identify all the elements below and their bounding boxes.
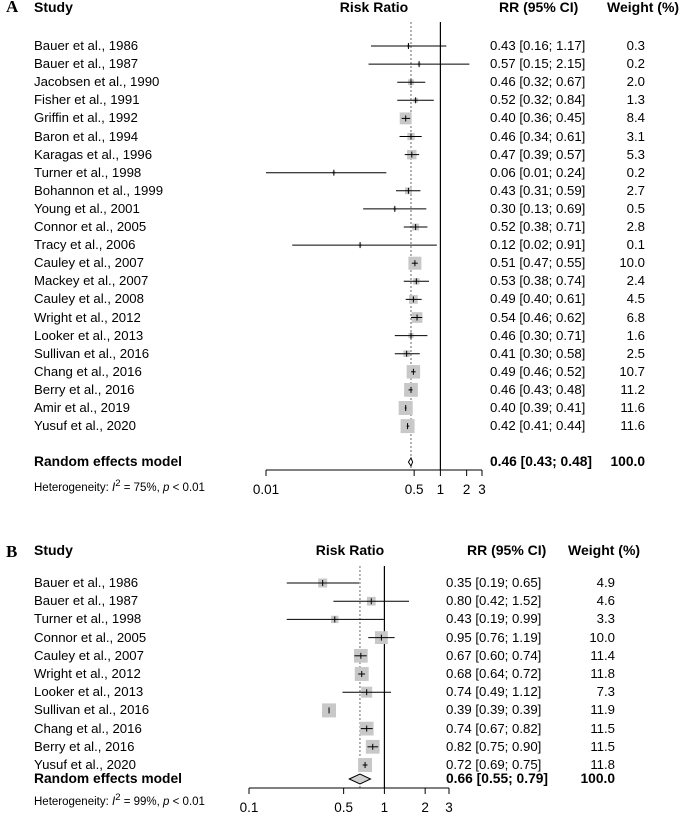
weight-value: 11.9	[590, 702, 615, 718]
study-name: Turner et al., 1998	[34, 611, 142, 627]
x-tick-label: 2	[462, 482, 471, 497]
weight-value: 11.8	[590, 666, 615, 681]
study-header-a: Study	[34, 0, 73, 15]
study-name: Wright et al., 2012	[34, 309, 141, 325]
rr-ci-value: 0.95 [0.76; 1.19]	[446, 629, 542, 645]
study-name: Looker et al., 2013	[34, 684, 144, 700]
rr-ci-value: 0.47 [0.39; 0.57]	[490, 146, 586, 162]
summary-diamond	[349, 774, 370, 784]
study-name: Turner et al., 1998	[34, 164, 142, 180]
rr-ci-value: 0.67 [0.60; 0.74]	[446, 647, 542, 663]
plot-header-a: Risk Ratio	[339, 0, 409, 15]
weight-value: 2.0	[626, 74, 645, 90]
study-name: Bauer et al., 1986	[34, 38, 139, 53]
study-name: Yusuf et al., 2020	[34, 418, 136, 434]
study-name: Cauley et al., 2008	[34, 291, 144, 307]
x-tick-label: 0.5	[404, 482, 424, 497]
rr-ci-value: 0.72 [0.69; 0.75]	[446, 757, 542, 772]
weight-value: 1.3	[626, 92, 645, 108]
rr-ci-value: 0.52 [0.32; 0.84]	[490, 92, 586, 108]
study-name: Young et al., 2001	[34, 200, 140, 216]
study-name: Bauer et al., 1987	[34, 593, 139, 609]
weight-value: 7.3	[596, 684, 615, 700]
summary-label: Random effects model	[34, 454, 182, 469]
rr-ci-value: 0.54 [0.46; 0.62]	[490, 309, 586, 325]
weight-value: 10.7	[619, 363, 645, 379]
weight-value: 3.3	[596, 611, 615, 627]
summary-rr-value: 0.46 [0.43; 0.48]	[490, 454, 593, 469]
x-tick-label: 1	[380, 800, 389, 815]
weight-value: 0.2	[626, 164, 645, 180]
rr-ci-value: 0.35 [0.19; 0.65]	[446, 575, 542, 590]
rr-ci-value: 0.74 [0.49; 1.12]	[446, 684, 542, 700]
weight-value: 4.9	[596, 575, 615, 590]
rr-ci-value: 0.40 [0.39; 0.41]	[490, 400, 586, 415]
study-name: Griffin et al., 1992	[34, 110, 138, 126]
study-name: Chang et al., 2016	[34, 720, 142, 736]
rr-ci-value: 0.53 [0.38; 0.74]	[490, 273, 586, 289]
rr-ci-value: 0.46 [0.30; 0.71]	[490, 327, 586, 343]
weight-value: 10.0	[589, 629, 615, 645]
weight-value: 0.2	[626, 56, 645, 72]
weight-value: 0.3	[626, 38, 645, 53]
weight-header-a: Weight (%)	[607, 0, 680, 15]
panel-label-a: A	[6, 0, 19, 16]
study-name: Connor et al., 2005	[34, 629, 147, 645]
x-tick-label: 3	[478, 482, 486, 497]
rr-ci-value: 0.51 [0.47; 0.55]	[490, 255, 586, 271]
plot-header-b: Risk Ratio	[315, 542, 385, 558]
weight-value: 11.8	[590, 757, 615, 772]
rr-ci-value: 0.74 [0.67; 0.82]	[446, 720, 542, 736]
rr-ci-value: 0.06 [0.01; 0.24]	[490, 164, 586, 180]
study-name: Sullivan et al., 2016	[34, 345, 150, 361]
weight-header-b: Weight (%)	[568, 542, 641, 558]
x-tick-label: 0.01	[252, 482, 280, 497]
weight-value: 2.8	[626, 219, 645, 234]
rr-ci-value: 0.49 [0.46; 0.52]	[490, 363, 586, 379]
weight-value: 2.5	[626, 345, 645, 361]
weight-value: 6.8	[626, 309, 645, 325]
forest-plot-b	[0, 536, 685, 827]
weight-value: 11.6	[620, 400, 645, 415]
study-name: Wright et al., 2012	[34, 666, 141, 681]
study-name: Sullivan et al., 2016	[34, 702, 150, 718]
study-name: Mackey et al., 2007	[34, 273, 149, 289]
rr-ci-value: 0.43 [0.31; 0.59]	[490, 182, 586, 198]
weight-value: 11.5	[590, 738, 615, 754]
weight-value: 0.5	[626, 200, 645, 216]
weight-value: 4.6	[596, 593, 615, 609]
rr-ci-value: 0.46 [0.34; 0.61]	[490, 128, 586, 144]
weight-value: 1.6	[626, 327, 645, 343]
study-name: Fisher et al., 1991	[34, 92, 140, 108]
study-name: Bauer et al., 1987	[34, 56, 139, 72]
rr-ci-value: 0.40 [0.36; 0.45]	[490, 110, 586, 126]
rr-header-b: RR (95% CI)	[467, 542, 547, 558]
study-name: Cauley et al., 2007	[34, 647, 144, 663]
x-tick-label: 1	[436, 482, 445, 497]
study-name: Karagas et al., 1996	[34, 146, 153, 162]
rr-ci-value: 0.80 [0.42; 1.52]	[446, 593, 542, 609]
x-tick-label: 2	[421, 800, 429, 815]
study-name: Berry et al., 2016	[34, 738, 135, 754]
study-name: Baron et al., 1994	[34, 128, 139, 144]
rr-ci-value: 0.39 [0.39; 0.39]	[446, 702, 542, 718]
weight-value: 11.6	[620, 418, 645, 434]
weight-value: 8.4	[626, 110, 645, 126]
rr-ci-value: 0.43 [0.19; 0.99]	[446, 611, 542, 627]
weight-value: 2.7	[626, 182, 645, 198]
summary-weight-value: 100.0	[610, 454, 645, 469]
summary-weight-value: 100.0	[580, 771, 615, 786]
rr-ci-value: 0.82 [0.75; 0.90]	[446, 738, 542, 754]
summary-rr-value: 0.66 [0.55; 0.79]	[446, 771, 549, 786]
weight-value: 10.0	[619, 255, 645, 271]
study-name: Cauley et al., 2007	[34, 255, 144, 271]
weight-value: 4.5	[626, 291, 645, 307]
rr-ci-value: 0.49 [0.40; 0.61]	[490, 291, 586, 307]
study-name: Bohannon et al., 1999	[34, 182, 164, 198]
study-name: Connor et al., 2005	[34, 219, 147, 234]
study-name: Jacobsen et al., 1990	[34, 74, 160, 90]
x-tick-label: 0.5	[334, 800, 354, 815]
study-name: Tracy et al., 2006	[34, 237, 136, 253]
summary-label: Random effects model	[34, 771, 182, 786]
study-name: Yusuf et al., 2020	[34, 757, 136, 772]
panel-label-b: B	[6, 542, 18, 561]
rr-ci-value: 0.12 [0.02; 0.91]	[490, 237, 586, 253]
rr-ci-value: 0.57 [0.15; 2.15]	[490, 56, 586, 72]
rr-ci-value: 0.42 [0.41; 0.44]	[490, 418, 586, 434]
heterogeneity-b: Heterogeneity: $I^2 = 99\%$, p < 0.01	[34, 792, 205, 808]
weight-value: 5.3	[626, 146, 645, 162]
study-name: Looker et al., 2013	[34, 327, 144, 343]
weight-value: 3.1	[626, 128, 645, 144]
x-tick-label: 3	[445, 800, 453, 815]
weight-value: 2.4	[626, 273, 645, 289]
rr-ci-value: 0.68 [0.64; 0.72]	[446, 666, 542, 681]
study-header-b: Study	[34, 542, 73, 558]
study-name: Amir et al., 2019	[34, 400, 131, 415]
rr-ci-value: 0.46 [0.43; 0.48]	[490, 381, 586, 397]
rr-ci-value: 0.46 [0.32; 0.67]	[490, 74, 586, 90]
weight-value: 11.4	[590, 647, 615, 663]
weight-value: 0.1	[626, 237, 645, 253]
x-tick-label: 0.1	[239, 800, 259, 815]
rr-ci-value: 0.30 [0.13; 0.69]	[490, 200, 586, 216]
rr-header-a: RR (95% CI)	[499, 0, 579, 15]
heterogeneity-a: Heterogeneity: $I^2 = 75\%$, p < 0.01	[34, 478, 205, 494]
weight-value: 11.5	[590, 720, 615, 736]
weight-value: 11.2	[620, 381, 645, 397]
forest-plot-area-b	[0, 536, 685, 827]
rr-ci-value: 0.41 [0.30; 0.58]	[490, 345, 586, 361]
rr-ci-value: 0.52 [0.38; 0.71]	[490, 219, 586, 234]
summary-diamond	[408, 458, 412, 466]
study-name: Bauer et al., 1986	[34, 575, 139, 590]
study-name: Chang et al., 2016	[34, 363, 142, 379]
study-name: Berry et al., 2016	[34, 381, 135, 397]
rr-ci-value: 0.43 [0.16; 1.17]	[490, 38, 586, 53]
